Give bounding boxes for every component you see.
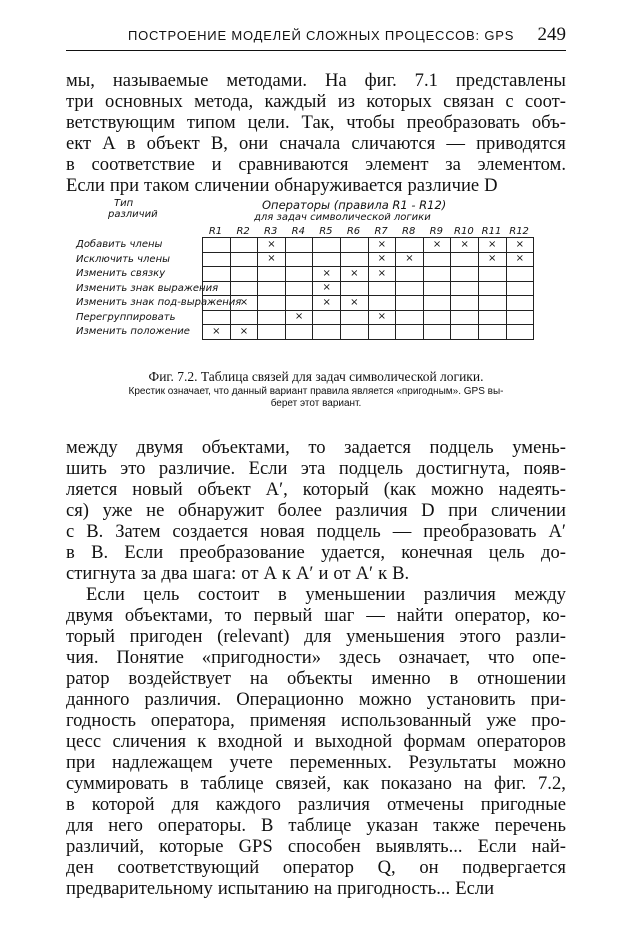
cross-mark-cell: × (203, 325, 231, 340)
empty-cell (506, 296, 534, 311)
empty-cell (313, 252, 341, 267)
column-header: R4 (291, 226, 305, 237)
empty-cell (203, 252, 231, 267)
empty-cell (258, 281, 286, 296)
cross-mark-cell: × (368, 310, 396, 325)
caption-note-line-2: берет этот вариант. (270, 398, 362, 409)
empty-cell (368, 296, 396, 311)
text-line: цесс сличения к входной и выходной формам операторов (66, 731, 566, 752)
paragraph-1 (66, 70, 566, 196)
cross-mark-cell: × (368, 252, 396, 267)
operators-label-line-2: для задач символической логики (254, 212, 431, 223)
empty-cell (396, 238, 424, 253)
column-header: R5 (319, 226, 333, 237)
empty-cell (203, 281, 231, 296)
paragraph-3 (66, 584, 566, 899)
column-header: R1 (208, 226, 223, 237)
cross-mark-cell: × (423, 238, 451, 253)
cross-mark-cell: × (258, 252, 286, 267)
text-line: ден соответствующий оператор Q, он подвергается (66, 857, 566, 878)
empty-cell (478, 325, 506, 340)
empty-cell (423, 267, 451, 282)
empty-cell (203, 267, 231, 282)
column-header: R8 (402, 226, 416, 237)
text-line: в которой для каждого различия отмечены пригодные (66, 794, 566, 815)
cross-mark-cell: × (368, 267, 396, 282)
text-line: между двумя объектами, то задается подцель умень- (66, 437, 566, 458)
empty-cell (451, 267, 479, 282)
text-line: ратор воздействует на объекты именно в отношении (66, 668, 566, 689)
text-line: ект A в объект B, они сначала сличаются — приводятся (66, 133, 566, 154)
empty-cell (313, 238, 341, 253)
table-row (203, 238, 534, 253)
table-row (203, 325, 534, 340)
empty-cell (313, 310, 341, 325)
paragraph-2 (66, 437, 566, 584)
column-header: R12 (509, 226, 529, 237)
empty-cell (451, 310, 479, 325)
table-row (203, 252, 534, 267)
empty-cell (258, 310, 286, 325)
empty-cell (423, 296, 451, 311)
empty-cell (258, 325, 286, 340)
empty-cell (506, 267, 534, 282)
cross-mark-cell: × (285, 310, 313, 325)
empty-cell (340, 310, 368, 325)
cross-mark-cell: × (313, 267, 341, 282)
empty-cell (230, 267, 258, 282)
text-line: при надлежащем учете переменных. Результаты можно (66, 752, 566, 773)
caption-note-line-1: Крестик означает, что данный вариант правила является «пригодным». GPS вы- (128, 386, 504, 397)
empty-cell (506, 310, 534, 325)
empty-cell (478, 267, 506, 282)
row-label: Изменить положение (76, 326, 190, 337)
text-line: предварительному испытанию на пригодность... Если (66, 878, 495, 899)
running-head: ПОСТРОЕНИЕ МОДЕЛЕЙ СЛОЖНЫХ ПРОЦЕССОВ: GPS (128, 28, 515, 43)
empty-cell (478, 310, 506, 325)
text-line: данного различия. Операционно можно установить при- (66, 689, 566, 710)
text-line: три основных метода, каждый из которых связан с соот- (66, 91, 566, 112)
text-line: в B. Если преобразование удается, конечная цель до- (66, 542, 566, 563)
empty-cell (451, 252, 479, 267)
cross-mark-cell: × (478, 238, 506, 253)
paragraph-2-text (66, 437, 566, 584)
empty-cell (451, 281, 479, 296)
cross-mark-cell: × (478, 252, 506, 267)
cross-mark-cell: × (451, 238, 479, 253)
text-line: годность оператора, применяя использованный уже про- (66, 710, 566, 731)
empty-cell (258, 267, 286, 282)
empty-cell (396, 296, 424, 311)
row-label: Изменить связку (76, 268, 166, 279)
text-line: с B. Затем создается новая подцель — преобразовать A′ (66, 521, 566, 542)
empty-cell (506, 281, 534, 296)
cross-mark-cell: × (506, 252, 534, 267)
cross-mark-cell: × (340, 296, 368, 311)
operators-label-line-1: Операторы (правила R1 - R12) (262, 198, 447, 212)
text-line: ляется новый объект A′, который (как можно надеять- (66, 479, 566, 500)
empty-cell (285, 281, 313, 296)
empty-cell (396, 281, 424, 296)
cross-mark-cell: × (230, 296, 258, 311)
empty-cell (285, 238, 313, 253)
empty-cell (285, 296, 313, 311)
empty-cell (340, 281, 368, 296)
paragraph-1-text (66, 70, 566, 196)
column-header: R10 (454, 226, 474, 237)
figure-caption (66, 368, 566, 410)
row-label: Изменить знак под-выражения (76, 297, 242, 308)
cross-mark-cell: × (313, 281, 341, 296)
empty-cell (313, 325, 341, 340)
cross-mark-cell: × (506, 238, 534, 253)
text-line: торый пригоден (relevant) для уменьшения этого разли- (66, 626, 566, 647)
row-label: Перегруппировать (76, 311, 176, 323)
empty-cell (423, 252, 451, 267)
empty-cell (423, 310, 451, 325)
empty-cell (285, 252, 313, 267)
page-header (66, 22, 566, 51)
row-label: Добавить члены (76, 239, 163, 250)
text-line: ветствующим типом цели. Так, чтобы преобразовать объ- (66, 112, 566, 133)
text-line: двумя объектами, то первый шаг — найти оператор, ко- (66, 605, 566, 626)
empty-cell (230, 238, 258, 253)
column-header: R9 (429, 226, 443, 237)
empty-cell (285, 267, 313, 282)
cross-mark-cell: × (313, 296, 341, 311)
empty-cell (451, 325, 479, 340)
empty-cell (478, 281, 506, 296)
empty-cell (230, 281, 258, 296)
page-number: 249 (537, 24, 566, 45)
text-line: мы, называемые методами. На фиг. 7.1 представлены (66, 70, 566, 91)
cross-mark-cell: × (368, 238, 396, 253)
empty-cell (423, 281, 451, 296)
empty-cell (230, 310, 258, 325)
table-row (203, 267, 534, 282)
table-row (203, 281, 534, 296)
empty-cell (285, 325, 313, 340)
empty-cell (203, 296, 231, 311)
column-header: R7 (374, 226, 388, 237)
type-label-line-2: различий (108, 209, 158, 220)
table-row (203, 296, 534, 311)
cross-mark-cell: × (340, 267, 368, 282)
empty-cell (478, 296, 506, 311)
text-line: шить это различие. Если эта подцель достигнута, появ- (66, 458, 566, 479)
empty-cell (396, 325, 424, 340)
column-header: R11 (481, 226, 502, 237)
text-line: чия. Понятие «пригодности» здесь означает, что опе- (66, 647, 566, 668)
text-line: различий, которые GPS способен выявлять... Если най- (66, 836, 566, 857)
empty-cell (203, 238, 231, 253)
table-row (203, 310, 534, 325)
empty-cell (506, 325, 534, 340)
empty-cell (423, 325, 451, 340)
text-line: ся) уже не обнаружит более различия D при сличении (66, 500, 566, 521)
empty-cell (258, 296, 286, 311)
text-line: в соответствие и сравниваются элемент за элементом. (66, 154, 566, 175)
text-line: для него операторы. В таблице указан также перечень (66, 815, 566, 836)
type-label-line-1: Тип (114, 198, 134, 209)
caption-title: Фиг. 7.2. Таблица связей для задач символической логики. (148, 369, 484, 384)
empty-cell (340, 252, 368, 267)
text-line: Если при таком сличении обнаруживается различие D (66, 175, 498, 196)
empty-cell (340, 238, 368, 253)
text-line: суммировать в таблице связей, как показано на фиг. 7.2, (66, 773, 566, 794)
figure-7-2 (66, 198, 556, 348)
cross-mark-cell: × (396, 252, 424, 267)
empty-cell (451, 296, 479, 311)
empty-cell (396, 267, 424, 282)
column-header: R3 (264, 226, 278, 237)
column-header: R6 (346, 226, 361, 237)
empty-cell (230, 252, 258, 267)
row-label: Исключить члены (76, 253, 171, 265)
cross-mark-cell: × (258, 238, 286, 253)
empty-cell (203, 310, 231, 325)
column-header: R2 (236, 226, 250, 237)
cross-mark-cell: × (230, 325, 258, 340)
empty-cell (368, 325, 396, 340)
paragraph-3-text (66, 584, 566, 899)
empty-cell (396, 310, 424, 325)
empty-cell (340, 325, 368, 340)
linkage-table (202, 237, 534, 340)
text-line: стигнута за два шага: от A к A′ и от A′ к B. (66, 563, 410, 584)
text-line: Если цель состоит в уменьшении различия между (86, 584, 566, 605)
row-label: Изменить знак выражения (76, 282, 219, 294)
empty-cell (368, 281, 396, 296)
